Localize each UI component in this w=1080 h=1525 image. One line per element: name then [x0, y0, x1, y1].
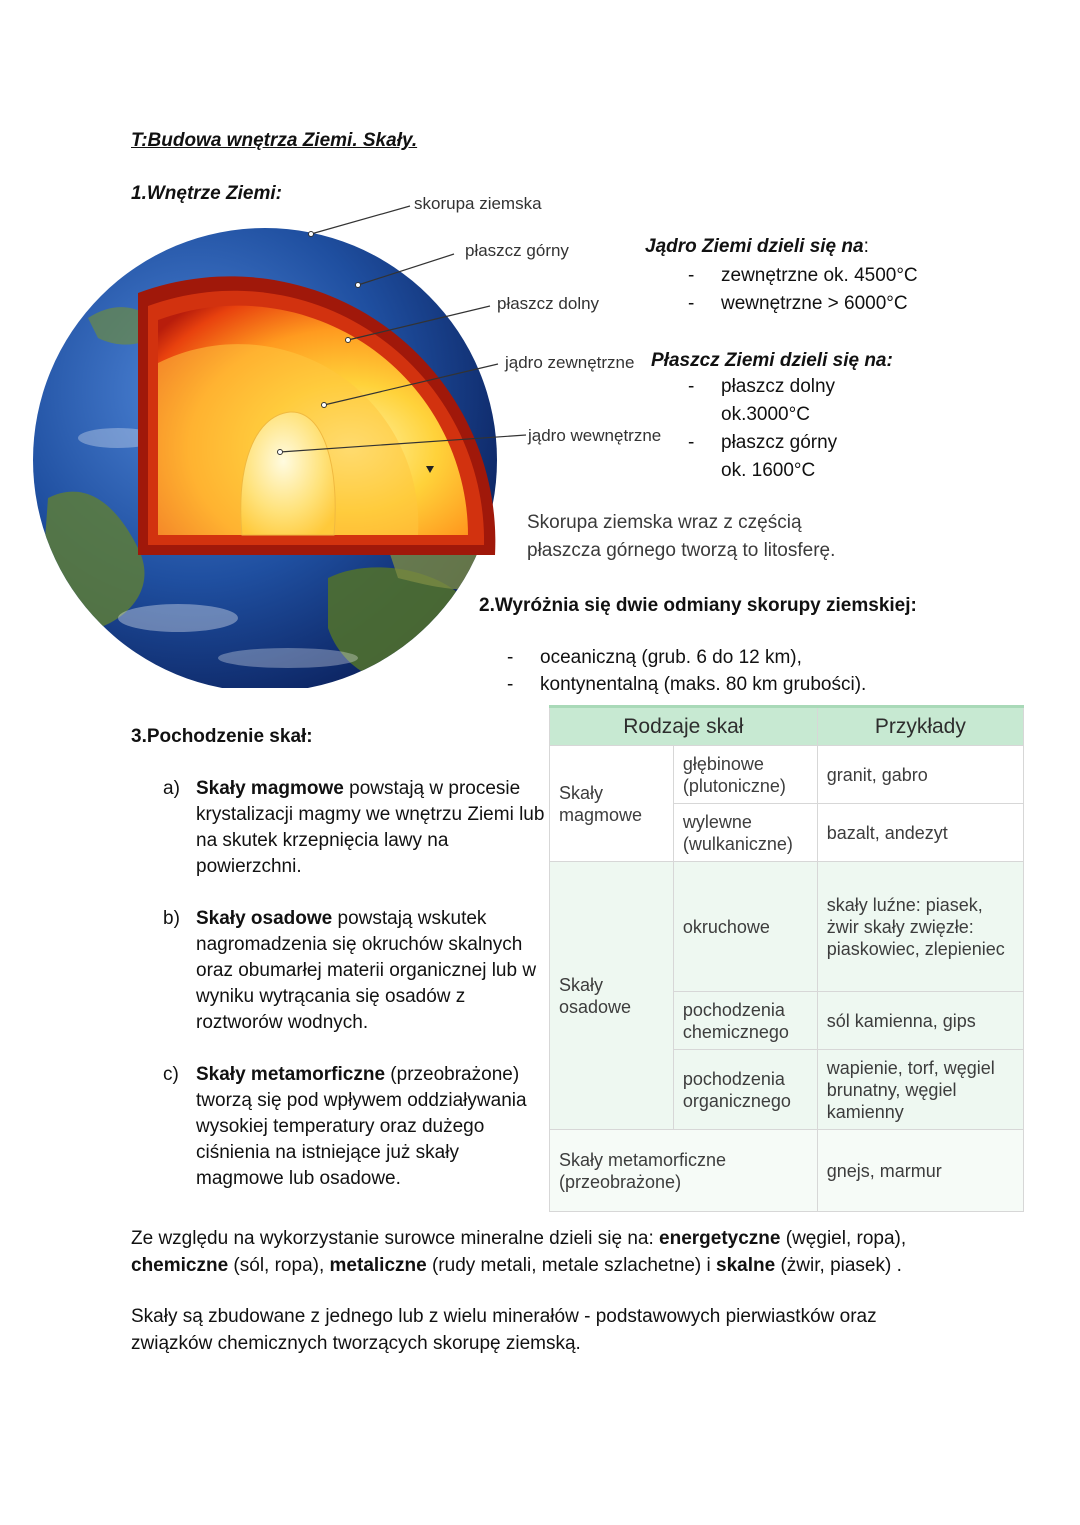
header-rock-types: Rodzaje skał — [550, 707, 818, 746]
mantle-heading: Płaszcz Ziemi dzieli się na: — [651, 350, 893, 371]
label-crust: skorupa ziemska — [414, 194, 542, 213]
section1-heading: 1.Wnętrze Ziemi: — [131, 183, 282, 204]
label-inner-core: jądro wewnętrzne — [528, 426, 662, 445]
list-item: - płaszcz dolny ok.3000°C — [688, 373, 837, 429]
label-lower-mantle: płaszcz dolny — [497, 294, 600, 313]
crust-types-list — [507, 644, 866, 698]
table-row — [550, 746, 1024, 804]
core-heading: Jądro Ziemi dzieli się na: — [645, 236, 869, 257]
table-cell: okruchowe — [673, 862, 817, 992]
table-cell: pochodzenia chemicznego — [673, 992, 817, 1050]
table-cell: wapienie, torf, węgiel brunatny, węgiel kamienny — [817, 1050, 1023, 1130]
minerals-paragraph: Ze względu na wykorzystanie surowce mineralne dzieli się na: energetyczne (węgiel, ropa), chemiczne (sól, ropa), metaliczne (rudy metali, metale szlachetne) i skalne (żwir, piasek) . — [131, 1228, 907, 1276]
list-item: - płaszcz górny ok. 1600°C — [688, 429, 837, 485]
list-item: - zewnętrzne ok. 4500°C — [688, 262, 918, 290]
list-item: b) Skały osadowe powstają wskutek nagromadzenia się okruchów skalnych oraz obumarłej materii organicznej lub w wyniku wytrącania się osadów z roztworów wodnych. — [163, 908, 537, 1033]
rock-origin-list — [163, 776, 548, 1218]
table-row — [550, 1130, 1024, 1212]
list-item: - wewnętrzne > 6000°C — [688, 290, 918, 318]
table-cell: pochodzenia organicznego — [673, 1050, 817, 1130]
group-metamorphic: Skały metamorficzne (przeobrażone) — [550, 1130, 818, 1212]
lithosphere-note: Skorupa ziemska wraz z częścią płaszcza górnego tworzą to litosferę. — [527, 512, 836, 561]
table-row — [550, 862, 1024, 992]
list-item: - kontynentalną (maks. 80 km grubości). — [507, 671, 866, 698]
table-cell: gnejs, marmur — [817, 1130, 1023, 1212]
section2-heading: 2.Wyróżnia się dwie odmiany skorupy ziemskiej: — [479, 595, 917, 616]
label-outer-core: jądro zewnętrzne — [505, 353, 635, 372]
core-list — [688, 262, 918, 318]
group-sedimentary: Skały osadowe — [550, 862, 674, 1130]
group-magmatic: Skały magmowe — [550, 746, 674, 862]
label-upper-mantle: płaszcz górny — [465, 241, 569, 260]
list-item: a) Skały magmowe powstają w procesie krystalizacji magmy we wnętrzu Ziemi lub na skutek krzepnięcia lawy na powierzchni. — [163, 778, 545, 877]
mantle-list — [688, 373, 837, 485]
section3-heading: 3.Pochodzenie skał: — [131, 726, 313, 747]
table-cell: bazalt, andezyt — [817, 804, 1023, 862]
table-cell: wylewne (wulkaniczne) — [673, 804, 817, 862]
table-cell: skały luźne: piasek, żwir skały zwięzłe: piaskowiec, zlepieniec — [817, 862, 1023, 992]
page-title: T:Budowa wnętrza Ziemi. Skały. — [131, 130, 418, 151]
rocks-composition-paragraph: Skały są zbudowane z jednego lub z wielu minerałów - podstawowych pierwiastków oraz związków chemicznych tworzących skorupę ziemską. — [131, 1306, 877, 1354]
list-item: - oceaniczną (grub. 6 do 12 km), — [507, 644, 866, 671]
table-cell: głębinowe (plutoniczne) — [673, 746, 817, 804]
table-header-row — [550, 707, 1024, 746]
table-cell: granit, gabro — [817, 746, 1023, 804]
header-examples: Przykłady — [817, 707, 1023, 746]
table-cell: sól kamienna, gips — [817, 992, 1023, 1050]
list-item: c) Skały metamorficzne (przeobrażone) tworzą się pod wpływem oddziaływania wysokiej temperatury oraz dużego ciśnienia na istniejące już skały magmowe lub osadowe. — [163, 1064, 527, 1189]
rock-types-table — [549, 705, 1024, 1212]
